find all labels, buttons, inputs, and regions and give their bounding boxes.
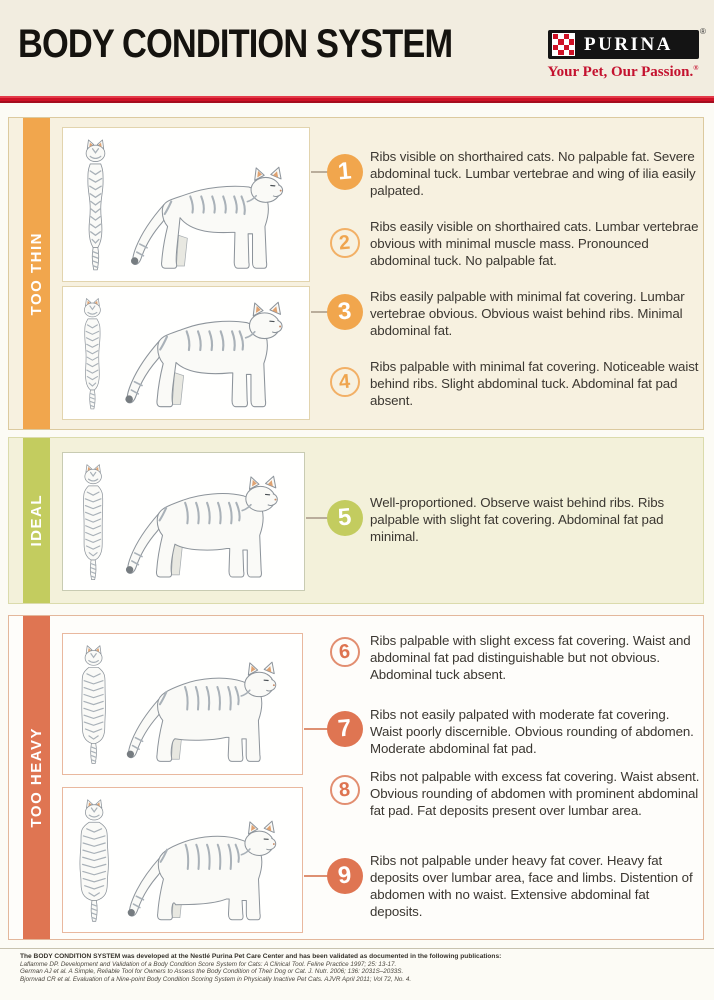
sidebar-ideal [23, 438, 50, 603]
page-title: BODY CONDITION SYSTEM [18, 22, 453, 66]
cat-top-view-illustration [75, 294, 110, 413]
cat-top-view-illustration [75, 135, 116, 275]
score-number: 4 [338, 370, 352, 394]
header [0, 0, 714, 96]
item-description-3: Ribs easily palpable with minimal fat covering. Lumbar vertebrae obvious. Obvious waist behind ribs. Minimal abdominal fat. [370, 289, 685, 338]
sidebar-label: IDEAL [28, 494, 45, 547]
connector-line-5 [306, 517, 329, 519]
score-circle-2 [330, 228, 360, 258]
cat-side-view-illustration [112, 660, 292, 768]
score-circle-5 [327, 500, 363, 536]
registered-mark: ® [700, 27, 706, 36]
score-number: 2 [338, 231, 352, 255]
purina-logo [548, 30, 699, 59]
score-circle-3 [327, 294, 363, 330]
score-circle-9 [327, 858, 363, 894]
cat-top-view-illustration [75, 460, 111, 584]
sidebar-label: TOO HEAVY [28, 727, 45, 828]
cat-figure-box-4 [62, 633, 303, 775]
tagline-registered-mark: ® [693, 64, 699, 72]
cat-figure-box-1 [62, 127, 310, 282]
score-number: 7 [337, 714, 353, 743]
score-circle-7 [327, 711, 363, 747]
score-number: 3 [337, 297, 353, 326]
score-circle-6 [330, 637, 360, 667]
item-description-8: Ribs not palpable with excess fat covering. Waist absent. Obvious rounding of abdomen with prominent abdominal fat pad. Fat deposits present over lumbar area. [370, 769, 700, 818]
sidebar-too-thin [23, 118, 50, 429]
brand-tagline [544, 64, 702, 81]
cat-top-view-illustration [75, 795, 113, 926]
cat-side-view-illustration [111, 474, 294, 584]
footer-citation-2: German AJ et al. A Simple, Reliable Tool for Owners to Assess the Body Condition of Their Dog or Cat. J. Nutr. 2006; 136: 2031S–2033S. [20, 968, 404, 976]
score-circle-4 [330, 367, 360, 397]
score-number: 8 [338, 778, 352, 802]
cat-figure-box-3 [62, 452, 305, 591]
checkerboard-icon [552, 33, 575, 56]
connector-line-9 [304, 875, 329, 877]
item-description-2: Ribs easily visible on shorthaired cats. Lumbar vertebrae obvious with minimal muscle mass. Pronounced abdominal tuck. No palpable fat. [370, 219, 699, 268]
item-description-6: Ribs palpable with slight excess fat covering. Waist and abdominal fat pad distinguishable but not obvious. Abdominal tuck absent. [370, 633, 691, 682]
sidebar-label: TOO THIN [28, 231, 45, 316]
item-description-4: Ribs palpable with minimal fat covering. Noticeable waist behind ribs. Slight abdominal tuck. Abdominal fat pad absent. [370, 359, 699, 408]
score-number: 5 [337, 503, 353, 532]
score-number: 9 [337, 861, 353, 890]
footer-citation-3: Bjornvad CR et al. Evaluation of a Nine-point Body Condition Scoring System in Physically Inactive Pet Cats. AJVR April 2011; Vol 72, No. 4. [20, 975, 412, 983]
item-description-9: Ribs not palpable under heavy fat cover. Heavy fat deposits over lumbar area, face and limbs. Distention of abdomen with no waist. Extensive abdominal fat deposits. [370, 853, 693, 919]
footer-divider [0, 948, 714, 949]
cat-figure-box-5 [62, 787, 303, 933]
footer [20, 953, 692, 983]
footer-citation-1: Laflamme DP. Development and Validation of a Body Condition Score System for Cats: A Clinical Tool. Feline Practice 1997; 25: 13-17. [20, 961, 397, 968]
brand-name: PURINA [584, 33, 673, 55]
footer-intro: The BODY CONDITION SYSTEM was developed at the Nestlé Purina Pet Care Center and has been validated as documented in the following publications: [20, 953, 502, 960]
score-circle-8 [330, 775, 360, 805]
cat-figure-box-2 [62, 286, 310, 420]
tagline-text: Your Pet, Our Passion. [547, 64, 694, 80]
connector-line-7 [304, 728, 329, 730]
red-divider [0, 96, 714, 103]
sidebar-too-heavy [23, 616, 50, 939]
cat-side-view-illustration [113, 819, 292, 926]
item-description-7: Ribs not easily palpated with moderate fat covering. Waist poorly discernible. Obvious rounding of abdomen. Moderate abdominal fat pad. [370, 707, 694, 756]
score-number: 1 [337, 157, 353, 186]
item-description-5: Well-proportioned. Observe waist behind ribs. Ribs palpable with slight fat covering. Abdominal fat pad minimal. [370, 495, 665, 544]
score-circle-1 [327, 154, 363, 190]
cat-top-view-illustration [75, 641, 112, 768]
cat-side-view-illustration [110, 300, 299, 414]
score-number: 6 [338, 640, 352, 664]
item-description-1: Ribs visible on shorthaired cats. No palpable fat. Severe abdominal tuck. Lumbar vertebrae and wing of ilia easily palpated. [370, 149, 696, 198]
cat-side-view-illustration [116, 165, 299, 275]
